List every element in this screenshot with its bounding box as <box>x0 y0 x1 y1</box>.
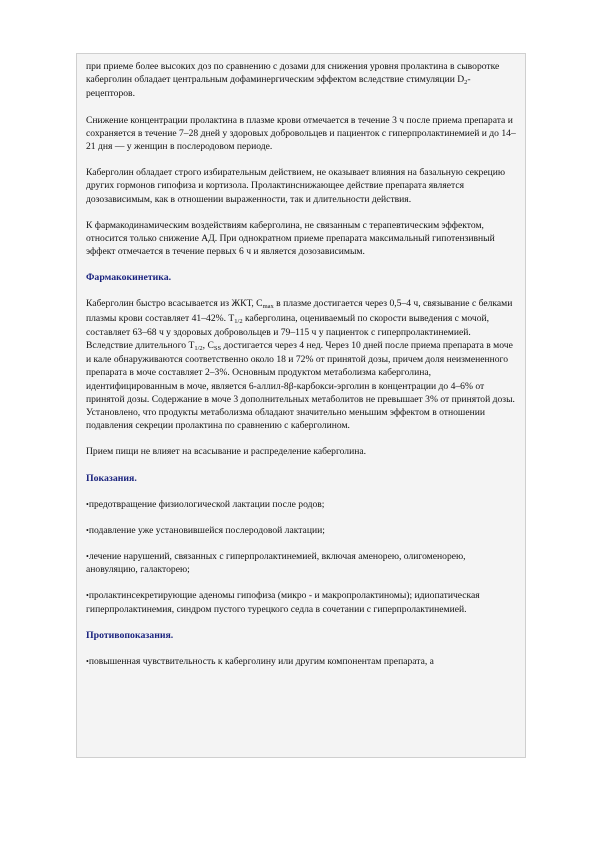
paragraph-selectivity: Каберголин обладает строго избирательным действием, не оказывает влияния на базальную секрецию других гормонов гипофиза и кортизола. Пролактинснижающее действие препарата является дозозависимым, как в отношении выраженности, так и длительности действия. <box>86 167 506 205</box>
paragraph-food: Прием пищи не влияет на всасывание и распределение каберголина. <box>86 446 367 458</box>
list-item-indication: •предотвращение физиологической лактации после родов; <box>86 498 325 510</box>
paragraph-prolactin-reduction: Снижение концентрации пролактина в плазме крови отмечается в течение 3 ч после приема препарата и сохраняется в течение 7–28 дней у здоровых добровольцев и пациенток с гиперпролактинемией и до 14–21 дня — у женщин в послеродовом периоде. <box>86 114 516 153</box>
list-item-indication: •подавление уже установившейся послеродовой лактации; <box>86 524 325 536</box>
list-item-indication: •пролактинсекретирующие аденомы гипофиза (микро - и макропролактиномы); идиопатическая гиперпролактинемия, синдром пустого турецкого седла в сочетании с гиперпролактинемией. <box>86 590 480 615</box>
paragraph-pharmacokinetics: Каберголин быстро всасывается из ЖКТ, $C_{max}$ в плазме достигается через 0,5–4 ч, связывание с белками плазмы крови составляет 41–42%. $T_{1/2}$ каберголина, оцениваемый по скорости выведения с мочой, составляет 63–68 ч у здоровых добровольцев и 79–115 ч у пациенток с гиперпролактинемией. Вследствие длительного $T_{1/2}$, $C_{SS}$ достигается через 4 нед. Через 10 дней после приема препарата в моче и кале обнаруживаются соответственно около 18 и 72% от принятой дозы, причем доля неизмененного препарата в моче составляет 2–3%. Основным продуктом метаболизма каберголина, идентифицированным в моче, является 6-аллил-8β-карбокси-эрголин в концентрации до 4–6% от принятой дозы. Содержание в моче 3 дополнительных метаболитов не превышает 3% от принятой дозы. Установлено, что продукты метаболизма обладают значительно меньшим эффектом в отношении подавления секреции пролактина по сравнению с каберголином. <box>86 298 515 432</box>
document-page <box>76 53 526 758</box>
heading-indications: Показания. <box>86 472 137 484</box>
list-item-indication: •лечение нарушений, связанных с гиперпролактинемией, включая аменорею, олигоменорею, ановуляцию, галакторею; <box>86 551 466 576</box>
list-item-contraindication: •повышенная чувствительность к каберголину или другим компонентам препарата, а <box>86 655 434 667</box>
paragraph-pharmacodynamics: К фармакодинамическим воздействиям каберголина, не связанным с терапевтическим эффектом, относится только снижение АД. При однократном приеме препарата максимальный гипотензивный эффект отмечается в течение первых 6 ч и является дозозависимым. <box>86 219 495 258</box>
heading-contraindications: Противопоказания. <box>86 629 174 641</box>
paragraph-d2-stimulation: при приеме более высоких доз по сравнению с дозами для снижения уровня пролактина в сыворотке каберголин обладает центральным дофаминергическим эффектом вследствие стимуляции $D_2$-рецепторов. <box>86 61 500 100</box>
heading-pharmacokinetics: Фармакокинетика. <box>86 272 172 284</box>
